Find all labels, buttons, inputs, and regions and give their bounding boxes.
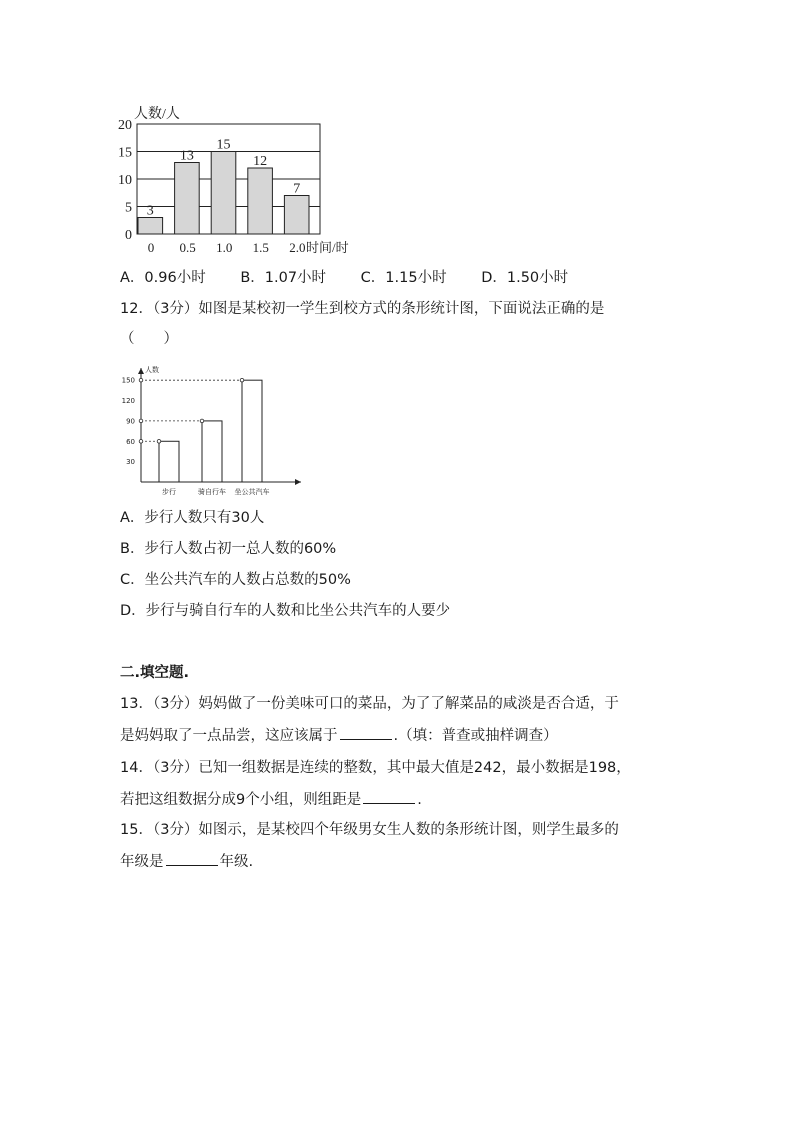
q15-line1: 15．（3分）如图示，是某校四个年级男女生人数的条形统计图，则学生最多的	[120, 822, 619, 838]
histogram-bar	[284, 196, 309, 235]
y-axis-arrow	[138, 368, 144, 374]
histogram-bar	[175, 163, 200, 235]
q15-answer-blank[interactable]	[166, 851, 218, 866]
y-tick-label: 0	[125, 228, 132, 243]
q14-line2	[120, 789, 422, 810]
histogram-chart	[110, 100, 370, 260]
y-tick-label: 30	[126, 458, 135, 467]
bar-marker	[200, 419, 204, 423]
q15-text-a: 年级是	[120, 854, 164, 870]
histogram-bar	[138, 218, 163, 235]
y-tick-label: 60	[126, 437, 135, 446]
x-tick-label: 0.5	[179, 240, 196, 255]
q11-options	[120, 268, 598, 288]
commute-bar-chart	[115, 360, 315, 502]
category-label: 坐公共汽车	[234, 488, 270, 496]
q13-text-a: 是妈妈取了一点品尝，这应该属于	[120, 728, 338, 744]
q11-option-a[interactable]: A．0.96小时	[120, 270, 206, 286]
q13-text-b: .（填：普查或抽样调查）	[393, 728, 558, 744]
y-tick-label: 15	[118, 145, 132, 161]
bar-marker	[157, 439, 161, 443]
x-tick-label: 0	[147, 240, 155, 255]
q13-answer-blank[interactable]	[340, 725, 392, 740]
bar-value-label: 13	[179, 148, 194, 164]
q12-option-a[interactable]: A．步行人数只有30人	[120, 510, 265, 526]
commute-bar	[202, 421, 222, 482]
q14-answer-blank[interactable]	[363, 789, 415, 804]
x-tick-label: 2.0	[289, 240, 306, 255]
y-tick-label: 10	[118, 173, 132, 188]
y-tick-label: 150	[121, 376, 135, 385]
bar-value-label: 3	[146, 203, 154, 219]
category-label: 骑自行车	[198, 488, 226, 496]
q13-line2	[120, 725, 558, 746]
y-axis-label: 人数/人	[134, 107, 180, 122]
x-tick-label: 1.0	[216, 240, 233, 255]
y-tick-label: 90	[126, 417, 135, 426]
q13-line1: 13．（3分）妈妈做了一份美味可口的菜品，为了了解菜品的咸淡是否合适，于	[120, 696, 619, 712]
y-tick-label: 20	[118, 118, 132, 133]
bar-value-label: 12	[253, 154, 268, 169]
section-title: 二.填空题.	[120, 665, 190, 681]
q14-text-b: .	[417, 792, 422, 808]
x-tick-label: 1.5	[252, 240, 269, 255]
bar-marker	[240, 378, 244, 382]
bar-value-label: 7	[293, 181, 301, 197]
q12-paren: （ ）	[120, 331, 178, 347]
q11-option-b[interactable]: B．1.07小时	[240, 270, 327, 286]
q12-option-d[interactable]: D．步行与骑自行车的人数和比坐公共汽车的人要少	[120, 603, 451, 619]
q11-option-d[interactable]: D．1.50小时	[481, 270, 569, 286]
y-tick-label: 5	[125, 200, 132, 216]
q12-option-b[interactable]: B．步行人数占初一总人数的60%	[120, 541, 337, 557]
y-tick-label: 120	[121, 397, 135, 406]
axis-marker	[139, 378, 143, 382]
histogram-bar	[211, 152, 236, 235]
commute-bar	[159, 441, 179, 482]
q14-line1: 14．（3分）已知一组数据是连续的整数，其中最大值是242，最小数据是198，	[120, 760, 631, 776]
q11-option-c[interactable]: C．1.15小时	[360, 270, 447, 286]
histogram-bar	[248, 168, 273, 234]
q12-option-c[interactable]: C．坐公共汽车的人数占总数的50%	[120, 572, 351, 588]
category-label: 步行	[162, 488, 176, 496]
commute-bar	[242, 380, 262, 482]
q12-stem: 12．（3分）如图是某校初一学生到校方式的条形统计图，下面说法正确的是	[120, 301, 605, 317]
y-axis-label: 人数	[145, 366, 159, 374]
axis-marker	[139, 419, 143, 423]
q15-text-b: 年级.	[219, 854, 254, 870]
x-axis-label: 时间/时	[306, 240, 349, 255]
x-axis-arrow	[295, 479, 301, 485]
axis-marker	[139, 439, 143, 443]
q15-line2	[120, 851, 253, 872]
bar-value-label: 15	[216, 137, 231, 153]
q14-text-a: 若把这组数据分成9个小组，则组距是	[120, 792, 362, 808]
